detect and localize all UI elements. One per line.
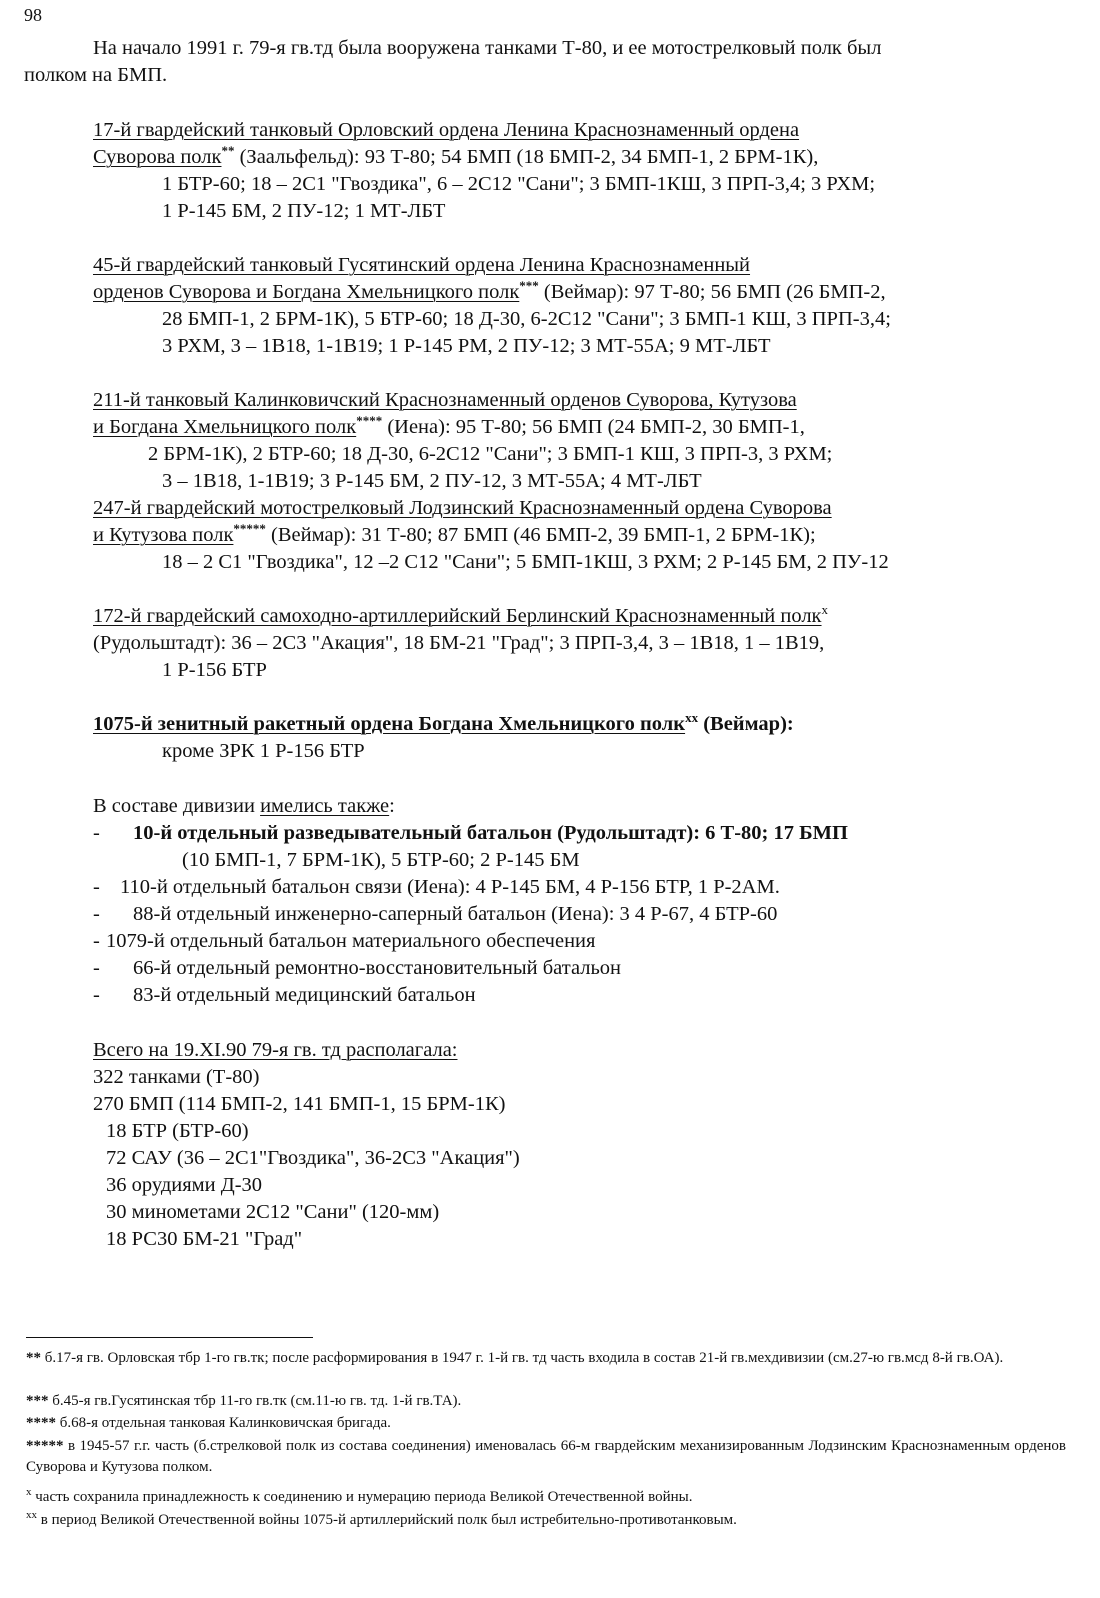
footnote-separator — [26, 1337, 313, 1338]
page-number: 98 — [24, 5, 42, 25]
total-heading: Всего на 19.XI.90 79-я гв. тд располагала: — [93, 1039, 458, 1061]
regiment-172-line-3: 1 Р-156 БТР — [162, 659, 267, 681]
regiment-17-title-1: 17-й гвардейский танковый Орловский ордена Ленина Краснознаменный ордена — [93, 119, 800, 141]
regiment-45-line-3: 28 БМП-1, 2 БРМ-1К), 5 БТР-60; 18 Д-30, 6-2С12 "Сани"; 3 БМП-1 КШ, 3 ПРП-3,4; — [162, 308, 891, 330]
also-item-6: 83-й отдельный медицинский батальон — [133, 984, 476, 1006]
also-item-2-dash: - — [93, 876, 100, 898]
regiment-247-line-3: 18 – 2 С1 "Гвоздика", 12 –2 С12 "Сани"; 5 БМП-1КШ, 3 РХМ; 2 Р-145 БМ, 2 ПУ-12 — [162, 551, 889, 573]
regiment-17-line-3: 1 БТР-60; 18 – 2С1 "Гвоздика", 6 – 2С12 "Сани"; 3 БМП-1КШ, 3 ПРП-3,4; 3 РХМ; — [162, 173, 876, 195]
total-line: 18 РС30 БМ-21 "Град" — [106, 1228, 303, 1250]
also-item-6-dash: - — [93, 984, 100, 1006]
regiment-211-line-3: 2 БРМ-1К), 2 БТР-60; 18 Д-30, 6-2С12 "Сани"; 3 БМП-1 КШ, 3 ПРП-3, 3 РХМ; — [148, 443, 833, 465]
total-line: 30 минометами 2С12 "Сани" (120-мм) — [106, 1201, 440, 1223]
footnote-5: $^x$ часть сохранила принадлежность к соединению и нумерацию периода Великой Отечественной войны. — [26, 1486, 693, 1505]
footnote-mark: xx — [685, 710, 699, 726]
regiment-45-line-4: 3 РХМ, 3 – 1В18, 1-1В19; 1 Р-145 РМ, 2 ПУ-12; 3 МТ-55А; 9 МТ-ЛБТ — [162, 335, 771, 357]
intro-line-1: На начало 1991 г. 79-я гв.тд была вооружена танками Т-80, и ее мотострелковый полк был — [93, 37, 882, 59]
footnote-mark: ** — [221, 143, 235, 159]
footnote-mark: *** — [519, 278, 539, 294]
footnote-mark: **** — [356, 413, 383, 429]
also-item-3: 88-й отдельный инженерно-саперный батальон (Иена): 3 4 Р-67, 4 БТР-60 — [133, 903, 778, 925]
regiment-45-title-2: орденов Суворова и Богдана Хмельницкого полк*** (Веймар): 97 Т-80; 56 БМП (26 БМП-2, — [93, 278, 886, 303]
regiment-211-title-1: 211-й танковый Калинковичский Краснознаменный орденов Суворова, Кутузова — [93, 389, 797, 411]
regiment-247-title-2: и Кутузова полк***** (Веймар): 31 Т-80; 87 БМП (46 БМП-2, 39 БМП-1, 2 БРМ-1К); — [93, 521, 816, 546]
also-item-5-dash: - — [93, 957, 100, 979]
footnote-4: ***** в 1945-57 г.г. часть (б.стрелковой полк из состава соединения) именовалась 66-м гвардейским механизированным Лодзинским Краснознаменным орденов Суворова и Кутузова полком. — [26, 1438, 1066, 1475]
regiment-247-title-1: 247-й гвардейский мотострелковый Лодзинский Краснознаменный ордена Суворова — [93, 497, 832, 519]
intro-line-2: полком на БМП. — [24, 64, 168, 86]
also-item-1-cont: (10 БМП-1, 7 БРМ-1К), 5 БТР-60; 2 Р-145 БМ — [182, 849, 580, 871]
also-item-1-dash: - — [93, 822, 100, 844]
also-item-4-dash: - — [93, 930, 100, 952]
total-line: 322 танками (Т-80) — [93, 1066, 260, 1088]
also-item-4: 1079-й отдельный батальон материального обеспечения — [106, 930, 596, 952]
total-line: 18 БТР (БТР-60) — [106, 1120, 249, 1142]
also-item-5: 66-й отдельный ремонтно-восстановительный батальон — [133, 957, 622, 979]
regiment-45-title-1: 45-й гвардейский танковый Гусятинский ордена Ленина Краснознаменный — [93, 254, 751, 276]
regiment-172-line-2: (Рудольштадт): 36 – 2С3 "Акация", 18 БМ-21 "Град"; 3 ПРП-3,4, 3 – 1В18, 1 – 1В19, — [93, 632, 825, 654]
footnote-mark: ***** — [233, 521, 266, 537]
footnote-mark: x — [821, 602, 829, 618]
total-line: 270 БМП (114 БМП-2, 141 БМП-1, 15 БРМ-1К) — [93, 1093, 506, 1115]
also-item-3-dash: - — [93, 903, 100, 925]
total-line: 72 САУ (36 – 2С1"Гвоздика", 36-2С3 "Акация") — [106, 1147, 520, 1169]
regiment-17-title-2: Суворова полк** (Заальфельд): 93 Т-80; 54 БМП (18 БМП-2, 34 БМП-1, 2 БРМ-1К), — [93, 143, 819, 168]
total-line: 36 орудиями Д-30 — [106, 1174, 263, 1196]
also-heading: В составе дивизии имелись также: — [93, 795, 395, 817]
regiment-1075-title: 1075-й зенитный ракетный ордена Богдана Хмельницкого полк$^{xx}$ (Веймар): — [93, 710, 794, 735]
footnote-1: ** б.17-я гв. Орловская тбр 1-го гв.тк; после расформирования в 1947 г. 1-й гв. тд часть входила в состав 21-й гв.мехдивизии (см.27-ю гв.мсд 8-й гв.ОА). — [26, 1350, 1004, 1366]
also-item-2: 110-й отдельный батальон связи (Иена): 4 Р-145 БМ, 4 Р-156 БТР, 1 Р-2АМ. — [120, 876, 780, 898]
regiment-1075-line-2: кроме ЗРК 1 Р-156 БТР — [162, 740, 365, 762]
footnote-6: $^{xx}$ в период Великой Отечественной войны 1075-й артиллерийский полк был истребительно-противотанковым. — [26, 1509, 737, 1528]
footnote-2: *** б.45-я гв.Гусятинская тбр 11-го гв.тк (см.11-ю гв. тд. 1-й гв.ТА). — [26, 1393, 462, 1409]
regiment-172-title-1: 172-й гвардейский самоходно-артиллерийский Берлинский Краснознаменный полк$^x$ — [93, 602, 829, 627]
regiment-17-line-4: 1 Р-145 БМ, 2 ПУ-12; 1 МТ-ЛБТ — [162, 200, 446, 222]
also-item-1: 10-й отдельный разведывательный батальон (Рудольштадт): 6 Т-80; 17 БМП — [133, 822, 848, 844]
regiment-211-title-2: и Богдана Хмельницкого полк**** (Иена): 95 Т-80; 56 БМП (24 БМП-2, 30 БМП-1, — [93, 413, 805, 438]
footnote-3: **** б.68-я отдельная танковая Калинковичская бригада. — [26, 1415, 391, 1431]
regiment-211-line-4: 3 – 1В18, 1-1В19; 3 Р-145 БМ, 2 ПУ-12, 3 МТ-55А; 4 МТ-ЛБТ — [162, 470, 702, 492]
